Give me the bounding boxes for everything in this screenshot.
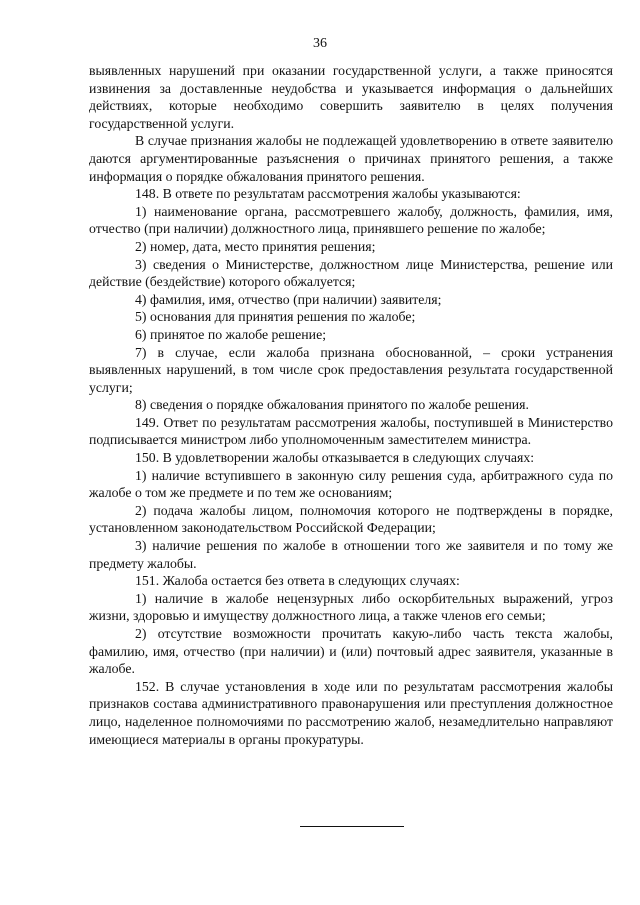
paragraph: 6) принятое по жалобе решение; [135,326,327,342]
paragraph: 1) наименование органа, рассмотревшего жалобу, должность, фамилия, имя, отчество (при наличии) должностного лица, принявшего решение по жалобе; [89,203,613,237]
document-body [89,62,613,748]
paragraph: 3) сведения о Министерстве, должностном лице Министерства, решение или действие (бездействие) которого обжалуется; [89,256,613,290]
paragraph: 4) фамилия, имя, отчество (при наличии) заявителя; [135,291,442,307]
paragraph: 152. В случае установления в ходе или по результатам рассмотрения жалобы признаков состава административного правонарушения или преступления должностное лицо, наделенное полномочиями по рассмотрению жалоб, незамедлительно направляют имеющиеся материалы в органы прокуратуры. [89,678,613,747]
paragraph: 149. Ответ по результатам рассмотрения жалобы, поступившей в Министерство подписывается министром либо уполномоченным заместителем министра. [89,414,613,448]
paragraph: 1) наличие в жалобе нецензурных либо оскорбительных выражений, угроз жизни, здоровью и имуществу должностного лица, а также членов его семьи; [89,590,613,624]
paragraph: 3) наличие решения по жалобе в отношении того же заявителя и по тому же предмету жалобы. [89,538,613,571]
paragraph: 151. Жалоба остается без ответа в следующих случаях: [135,573,460,589]
paragraph: 5) основания для принятия решения по жалобе; [135,309,416,325]
paragraph: 2) отсутствие возможности прочитать какую-либо часть текста жалобы, фамилию, имя, отчество (при наличии) и (или) почтовый адрес заявителя, указанные в жалобе. [89,626,613,677]
paragraph: 8) сведения о порядке обжалования принятого по жалобе решения. [135,397,529,413]
paragraph: 2) подача жалобы лицом, полномочия которого не подтверждены в порядке, установленном законодательством Российской Федерации; [89,502,613,536]
paragraph: выявленных нарушений при оказании государственной услуги, а также приносятся извинения за доставленные неудобства и указывается информация о дальнейших действиях, которые необходимо совершить заявителю в целях получения государственной услуги. [89,63,613,131]
paragraph: 150. В удовлетворении жалобы отказывается в следующих случаях: [135,450,535,466]
paragraph: 2) номер, дата, место принятия решения; [135,238,376,254]
end-separator-line [300,826,404,827]
paragraph: В случае признания жалобы не подлежащей удовлетворению в ответе заявителю даются аргументированные разъяснения о причинах принятого решения, а также информация о порядке обжалования принятого решения. [89,133,613,184]
paragraph: 1) наличие вступившего в законную силу решения суда, арбитражного суда по жалобе о том же предмете и по тем же основаниям; [89,467,613,501]
paragraph: 7) в случае, если жалоба признана обоснованной, – сроки устранения выявленных нарушений, в том числе срок предоставления результата государственной услуги; [89,344,613,395]
page-number: 36 [313,36,327,51]
paragraph: 148. В ответе по результатам рассмотрения жалобы указываются: [135,186,521,202]
